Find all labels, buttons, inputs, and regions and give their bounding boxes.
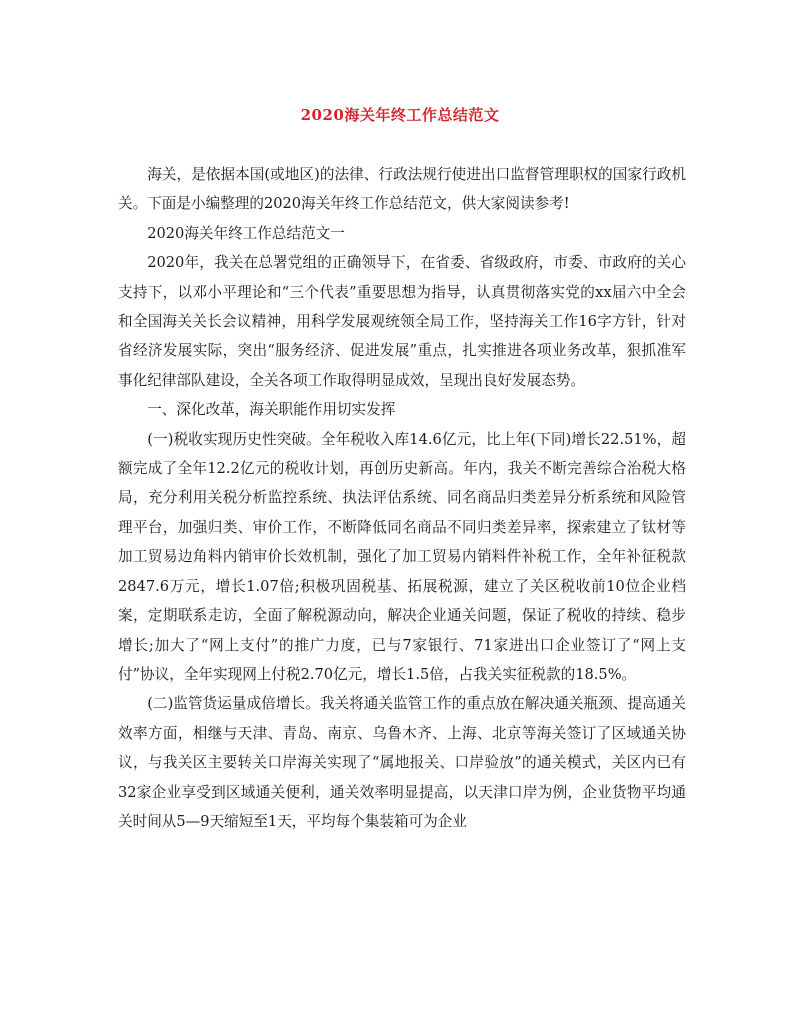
section-heading-1: 一、深化改革，海关职能作用切实发挥 — [147, 401, 396, 419]
paragraph-supervision: (二)监管货运量成倍增长。我关将通关监管工作的重点放在解决通关瓶颈、提高通关效率方面，相继与天津、青岛、南京、乌鲁木齐、上海、北京等海关签订了区域通关协议，与我关区主要转关口岸海关实现了“属地报关、口岸验放”的通关模式，关区内已有32家企业享受到区域通关便利，通关效率明显提高，以天津口岸为例，企业货物平均通关时间从5—9天缩短至1天，平均每个集装箱可为企业 — [118, 695, 686, 830]
document-body — [118, 160, 686, 836]
paragraph-intro: 海关，是依据本国(或地区)的法律、行政法规行使进出口监督管理职权的国家行政机关。下面是小编整理的2020海关年终工作总结范文，供大家阅读参考! — [118, 166, 686, 213]
paragraph-tax: (一)税收实现历史性突破。全年税收入库14.6亿元，比上年(下同)增长22.51%，超额完成了全年12.2亿元的税收计划，再创历史新高。年内，我关不断完善综合治税大格局，充分利用关税分析监控系统、执法评估系统、同名商品归类差异分析系统和风险管理平台，加强归类、审价工作，不断降低同名商品不同归类差异率，探索建立了钛材等加工贸易边角料内销审价长效机制，强化了加工贸易内销料件补税工作，全年补征税款2847.6万元，增长1.07倍;积极巩固税基、拓展税源，建立了关区税收前10位企业档案，定期联系走访，全面了解税源动向，解决企业通关问题，保证了税收的持续、稳步增长;加大了“网上支付”的推广力度，已与7家银行、71家进出口企业签订了“网上支付”协议，全年实现网上付税2.70亿元，增长1.5倍，占我关实征税款的18.5%。 — [118, 430, 686, 683]
paragraph-overview: 2020年，我关在总署党组的正确领导下，在省委、省级政府，市委、市政府的关心支持下，以邓小平理论和“三个代表”重要思想为指导，认真贯彻落实党的xx届六中全会和全国海关关长会议精神，用科学发展观统领全局工作，坚持海关工作16字方针，针对省经济发展实际，突出“服务经济、促进发展”重点，扎实推进各项业务改革，狠抓准军事化纪律部队建设，全关各项工作取得明显成效，呈现出良好发展态势。 — [118, 254, 686, 389]
document-title: 2020海关年终工作总结范文 — [300, 106, 500, 124]
paragraph-subtitle: 2020海关年终工作总结范文一 — [147, 224, 345, 242]
